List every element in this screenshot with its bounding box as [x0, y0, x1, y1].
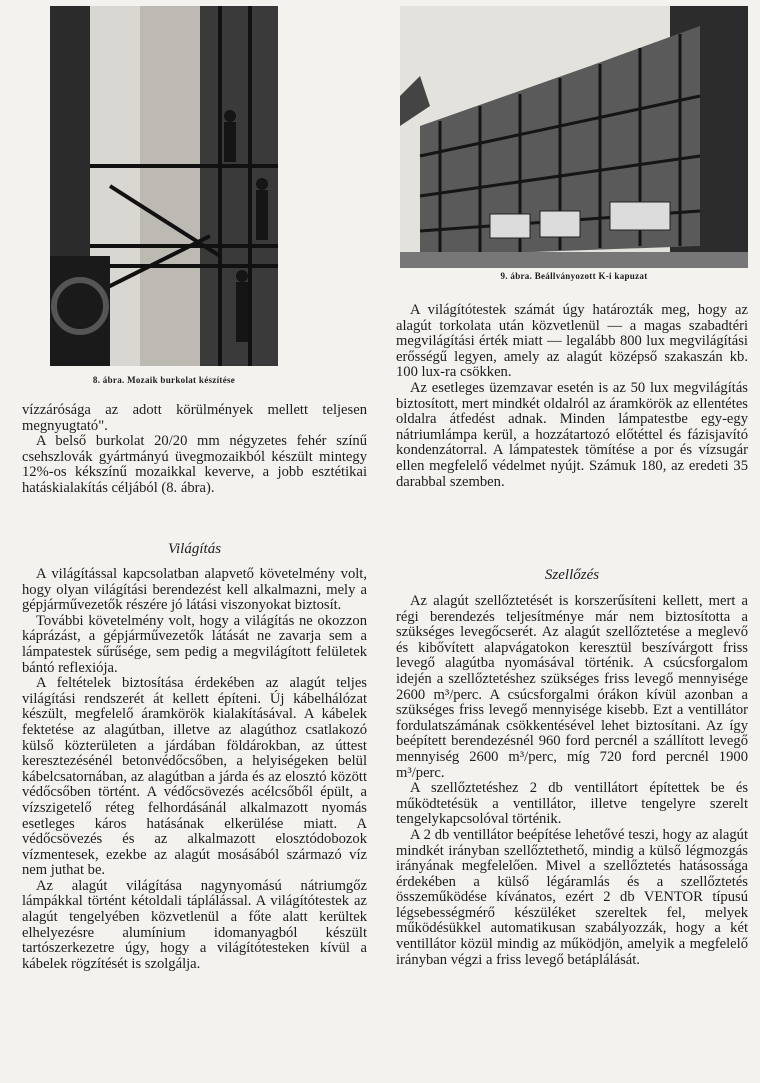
figure-8-caption: 8. ábra. Mozaik burkolat készítése: [92, 375, 236, 385]
paragraph: A 2 db ventillátor beépítése lehetővé teszi, hogy az alagút mindkét irányban szellőztethető, mindig a külső légmozgás irányának megfelelően. Mivel a szellőztetés hatásossága érdekében a külső légáramlás és a szellőztetés összeműködése kívánatos, ezért 2 db VENTOR típusú légsebességmérő készüléket szereltek fel, melyek működésükkel automatikusan szabályozzák, hogy a két ventillátor közül mindig az működjön, amelyik a megfelelő irányban végzi a friss levegő betáplálását.: [396, 826, 748, 968]
paragraph: A világítótestek számát úgy határozták meg, hogy az alagút torkolata után közvetlenül — a magas szabadtéri megvilágítási érték miatt — legalább 800 lux megvilágítási erősségű legyen, amely az alagút középső szakaszán kb. 100 lux-ra csökken.: [396, 302, 748, 381]
paragraph: A feltételek biztosítása érdekében az alagút teljes világítási rendszerét át kellett építeni. Új kábelhálózat készült, megfelelő áramkörök kialakításával. A kábelek fektetése az alagútban, illetve az alagúthoz csatlakozó külső közterületen a járdában földárokban, az úttest keresztezésénél betonvédőcsőben, a helyiségeken belül kábelcsatornában, az alagútban a járda és az elosztó között védőcsőben történt. A védőcsövezés acélcsőből épült, a vízszigetelő réteg felhordásánál alkalmazott nyomás esetleges káros hatásának elkerülése miatt. A védőcsövezés és az alkalmazott elosztódobozok vízmentesek, ezekbe az alagút mosásából származó víz nem juthat be.: [22, 675, 367, 879]
paragraph: A belső burkolat 20/20 mm négyzetes fehér színű csehszlovák gyártmányú üvegmozaikból készült mintegy 12%-os kékszínű mozaikkal keverve, a jobb esztétikai hatáskialakítás céljából (8. ábra).: [22, 433, 367, 496]
figure-9-photo: [400, 6, 748, 268]
right-lamps-text: [396, 303, 748, 490]
paragraph: vízzárósága az adott körülmények mellett teljesen megnyugtató".: [22, 402, 367, 434]
paragraph: További követelmény volt, hogy a világítás ne okozzon káprázást, a gépjárművezetők látását ne zavarja sem a lámpatestek sűrűsége, sem pedig a megvilágított felületek bántó reflexiója.: [22, 612, 367, 676]
paragraph: A világítással kapcsolatban alapvető követelmény volt, hogy olyan világítási berendezést kell alkalmazni, mely a gépjárművezetők részére jó látási viszonyokat biztosít.: [22, 566, 367, 614]
section-heading-lighting: Világítás: [167, 541, 222, 557]
paragraph: Az alagút világítása nagynyomású nátriumgőz lámpákkal történt kétoldali táplálással. A világítótestek az alagút tengelyében közvetlenül a főte alatt kerültek elhelyezésre alumínium idomanyagból készült tartószerkezetre úgy, hogy a világítótesteken kívül a kábelek rögzítését is szolgálja.: [22, 877, 367, 972]
section-heading-ventilation: Szellőzés: [544, 567, 600, 583]
mosaic-work-photo: [50, 6, 278, 366]
scaffolded-portal-photo: [400, 6, 748, 268]
paragraph: Az esetleges üzemzavar esetén is az 50 lux megvilágítás biztosított, mert mindkét oldalról az áramkörök az ellentétes oldalra átfedést adnak. Minden lámpatestbe egy-egy nátriumlámpa kerül, a hozzátartozó előtéttel és fázisjavító kondenzátorral. A lámpatestek tömítése a por és vízsugár ellen megfelelő védelmet nyújt. Számuk 180, az eredeti 35 darabbal szemben.: [396, 379, 748, 490]
figure-8-photo: [50, 6, 278, 366]
paragraph: A szellőztetéshez 2 db ventillátort építettek be és működtetésük a ventillátor, illetve tengelyre szerelt tengelykapcsolóval történik.: [396, 780, 748, 828]
right-ventilation-text: [396, 594, 748, 968]
left-lighting-text: [22, 567, 367, 972]
figure-9-caption: 9. ábra. Beállványozott K-i kapuzat: [500, 271, 648, 281]
left-intro-text: [22, 403, 367, 497]
paragraph: Az alagút szellőztetését is korszerűsíteni kellett, mert a régi berendezés teljesítménye már nem biztosította a szükséges levegőcserét. Az alagút szellőztetése a meglevő és kibővített alapvágatokon keresztül beszívárgott friss levegő alagútba nyomásával történik. A csúcsforgalom idején a szellőztetéshez szükséges friss levegő mennyisége 2600 m³/perc. A csúcsforgalmi órákon kívül azonban a szükséges friss levegő mennyisége kisebb. Ezt a ventillátor fordulatszámának csökkentésével lehet biztosítani. Az így beépített berendezésnél 960 ford percnél a szállított levegő mennyiség 2600 m³/perc, míg 720 ford percnél 1900 m³/perc.: [396, 593, 748, 781]
